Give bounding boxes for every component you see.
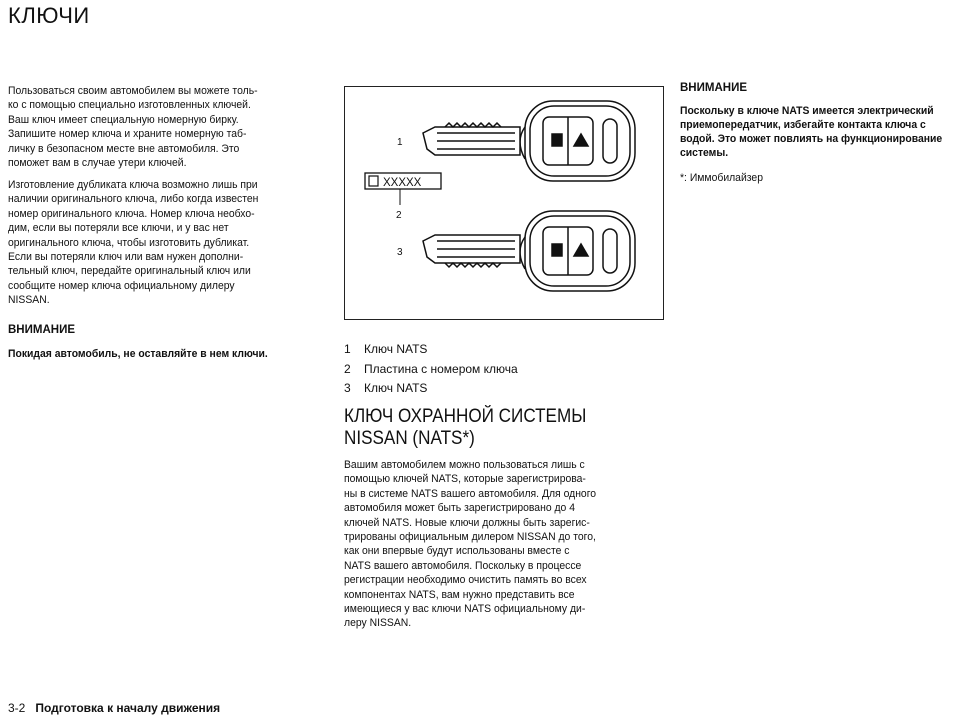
keys-illustration [345, 87, 663, 319]
text-line: Изготовление дубликата ключа возможно лишь при [8, 179, 258, 191]
duplicate-key-paragraph [8, 178, 320, 308]
warning-line: Поскольку в ключе NATS имеется электрический [680, 105, 934, 117]
text-line: помощью ключей NATS, которые зарегистрирова- [344, 473, 586, 486]
text-line: Ваш ключ имеет специальную номерную бирку. [8, 113, 239, 126]
intro-paragraph [8, 84, 320, 170]
legend-text: Пластина с номером ключа [364, 362, 518, 376]
nats-key-3 [423, 211, 635, 291]
warning-line: приемопередатчик, избегайте контакта ключа с [680, 119, 926, 131]
legend-item-3 [344, 381, 681, 395]
section-title [344, 406, 647, 450]
text-line: оригинального ключа, чтобы изготовить дубликат. [8, 236, 250, 249]
nats-paragraph [344, 458, 654, 631]
page-footer [8, 701, 220, 715]
text-line: личку в безопасном месте вне автомобиля. Это [8, 142, 240, 155]
text-line: Запишите номер ключа и храните номерную таб- [8, 128, 247, 141]
section-title-line: NISSAN (NATS*) [344, 428, 475, 449]
text-line: трированы официальным дилером NISSAN до того, [344, 531, 596, 544]
text-line: регистрации необходимо очистить память во всех [344, 574, 587, 587]
text-line: ключей NATS. Новые ключи должны быть зарегис- [344, 516, 590, 529]
text-line: наличии оригинального ключа, либо когда известен [8, 193, 259, 206]
text-line: автомобиля может быть зарегистрировано до 4 [344, 502, 576, 515]
legend-number: 3 [344, 381, 351, 395]
text-line: ко с помощью специально изготовленных ключей. [8, 99, 251, 112]
text-line: NISSAN. [8, 294, 50, 307]
text-line: Вашим автомобилем можно пользоваться лишь с [344, 459, 585, 471]
text-line: тельный ключ, передайте оригинальный ключ или [8, 265, 251, 278]
text-line: леру NISSAN. [344, 617, 412, 630]
page-number: 3-2 [8, 701, 26, 715]
text-line: номер оригинального ключа. Номер ключа необхо- [8, 207, 255, 220]
warning-line: водой. Это может повлиять на функционирование [680, 133, 943, 145]
legend-item-1 [344, 342, 681, 356]
text-line: Если вы потеряли ключ или вам нужен дополни- [8, 251, 244, 264]
text-line: NATS вашего автомобиля. Поскольку в процессе [344, 559, 582, 572]
keys-figure [344, 86, 664, 320]
section-title-line: КЛЮЧ ОХРАННОЙ СИСТЕМЫ [344, 406, 587, 427]
key-number-text: XXXXX [383, 177, 422, 189]
warning-heading-left: ВНИМАНИЕ [8, 324, 76, 336]
callout-3: 3 [397, 247, 403, 258]
text-line: имеющиеся у вас ключи NATS официальному ди- [344, 603, 586, 616]
warning-clip [680, 104, 954, 164]
legend-text: Ключ NATS [364, 381, 428, 395]
text-line: Пользоваться своим автомобилем вы можете толь- [8, 85, 258, 97]
legend-text: Ключ NATS [364, 342, 428, 356]
page-title: КЛЮЧИ [8, 3, 90, 28]
chapter-title: Подготовка к началу движения [35, 701, 221, 715]
callout-2: 2 [396, 210, 402, 221]
warning-heading-right: ВНИМАНИЕ [680, 82, 748, 94]
legend-number: 1 [344, 342, 351, 356]
callout-1: 1 [397, 137, 403, 148]
warning-text-left: Покидая автомобиль, не оставляйте в нем ключи. [8, 348, 268, 360]
text-line: сообщите номер ключа официальному дилеру [8, 279, 235, 292]
legend-number: 2 [344, 362, 351, 376]
footnote: *: Иммобилайзер [680, 172, 763, 184]
text-line: ны в системе NATS вашего автомобиля. Для одного [344, 487, 597, 500]
text-line: дим, если вы потеряли все ключи, и у вас нет [8, 222, 229, 235]
text-line: компонентах NATS, вам нужно представить все [344, 588, 575, 601]
nats-key-1 [423, 101, 635, 181]
text-line: как они впервые будут использованы вместе с [344, 545, 570, 558]
legend-item-2 [344, 362, 681, 376]
warning-text-right [680, 104, 954, 160]
text-line: поможет вам в случае утери ключей. [8, 157, 187, 170]
warning-line: системы. [680, 147, 729, 159]
